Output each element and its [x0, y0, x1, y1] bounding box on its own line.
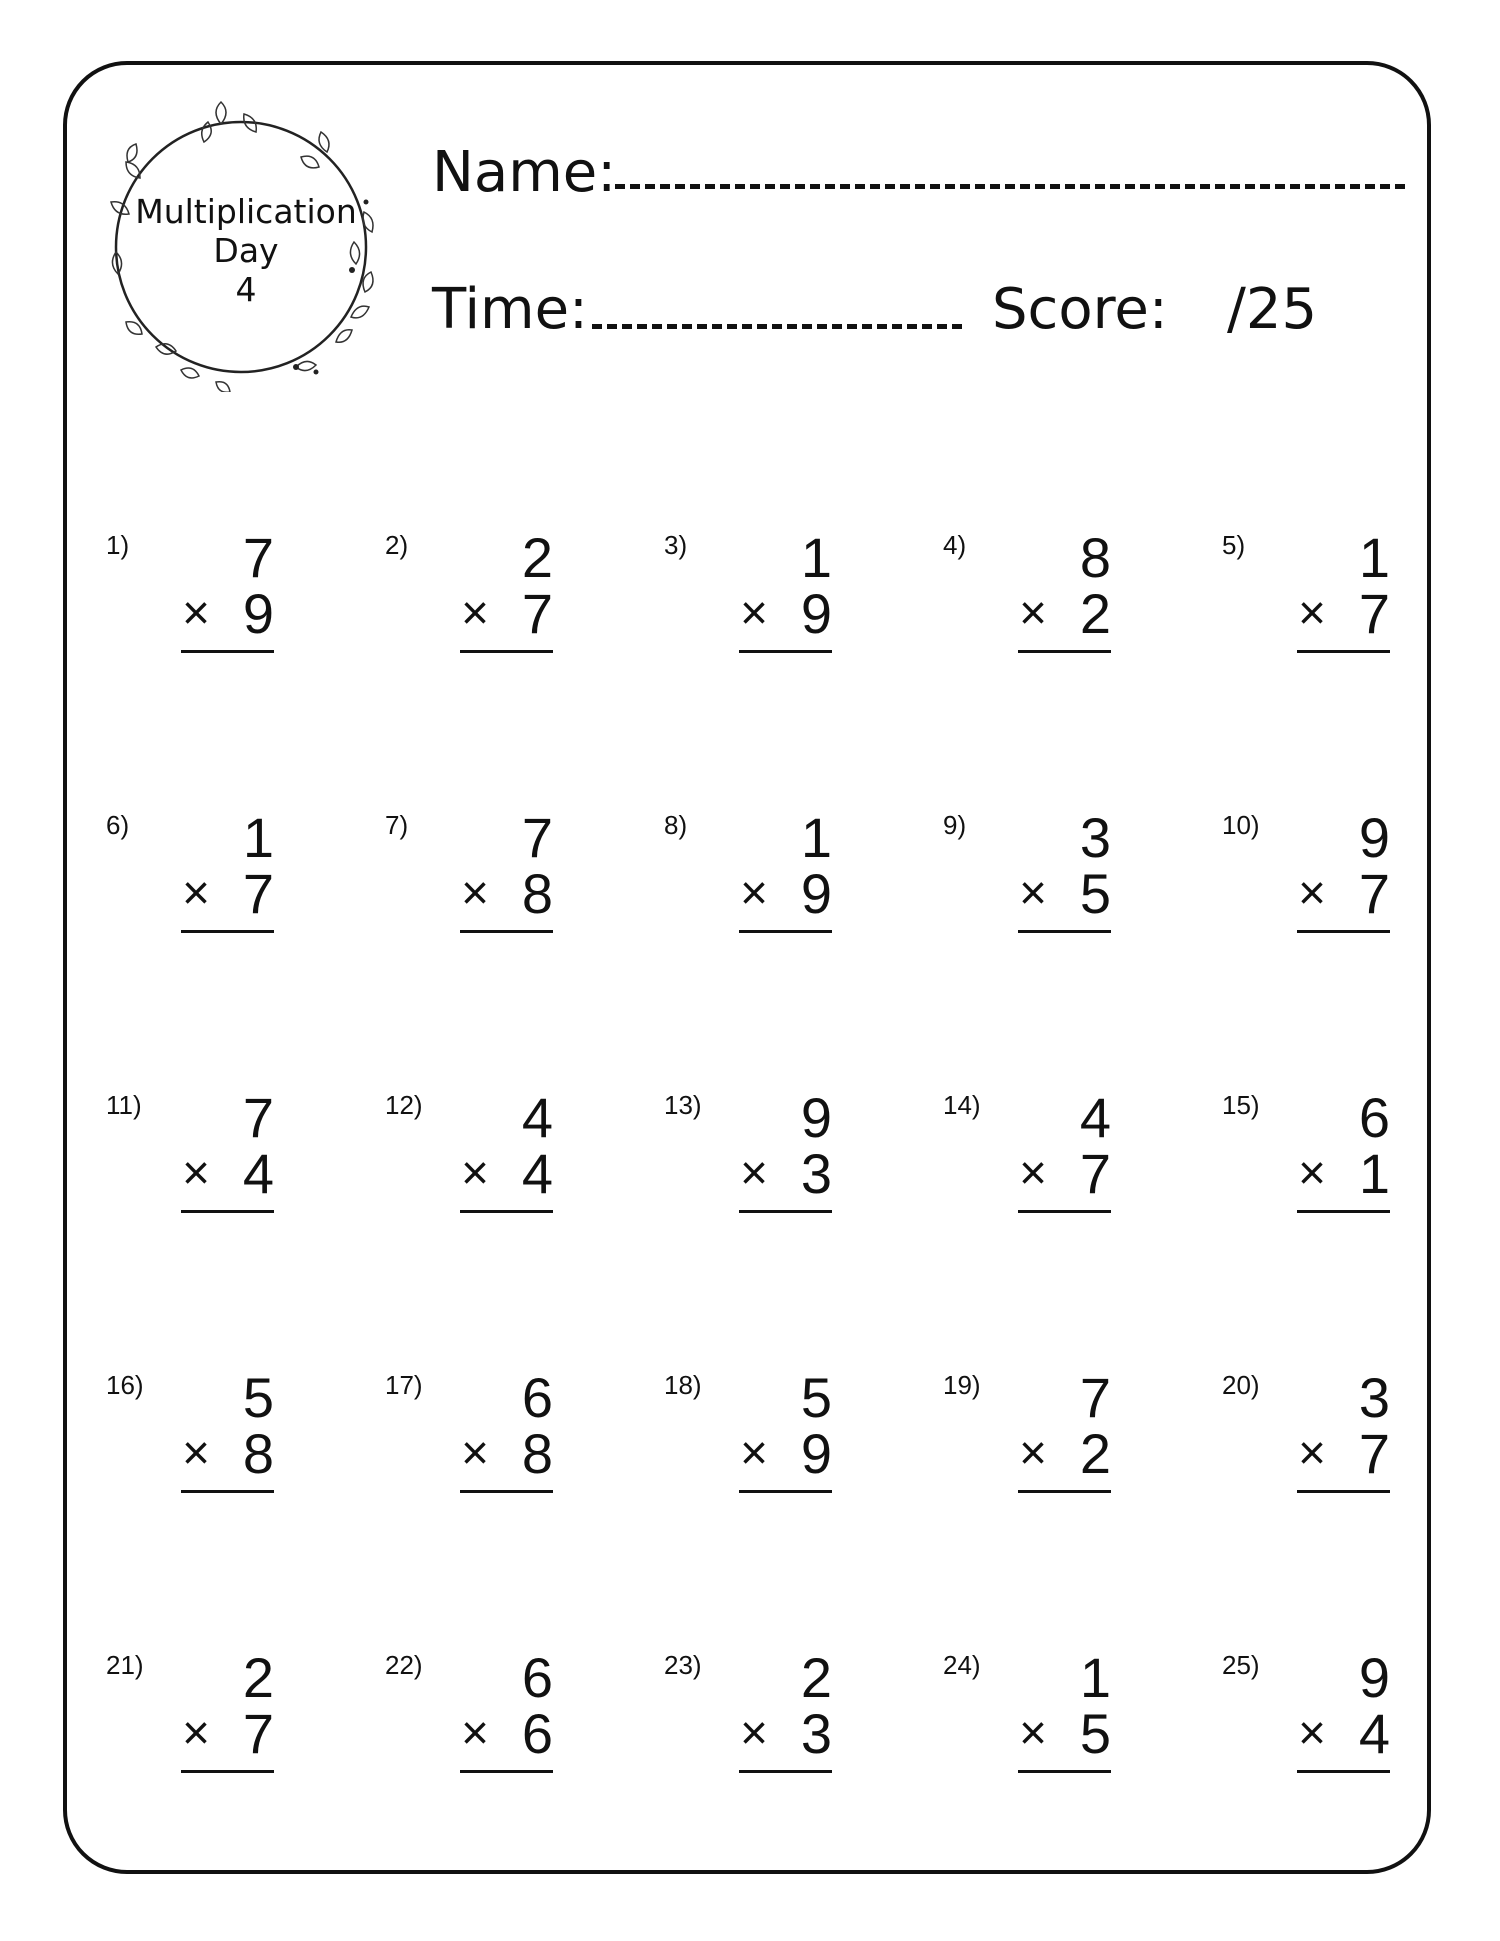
- problem-number: 25): [1222, 1650, 1260, 1680]
- problem-item: [1222, 1086, 1392, 1220]
- problem-item: [664, 1646, 834, 1780]
- answer-line[interactable]: [1297, 1210, 1390, 1213]
- answer-line[interactable]: [460, 1770, 553, 1773]
- answer-line[interactable]: [739, 650, 832, 653]
- multiplier: 9: [800, 862, 832, 925]
- multiplicand: 1: [1079, 1646, 1111, 1709]
- problem-number: 12): [385, 1090, 423, 1120]
- multiplicand: 7: [1079, 1366, 1111, 1429]
- multiplier: 2: [1079, 1422, 1111, 1485]
- multiply-sign: ×: [1019, 587, 1048, 640]
- multiplier: 8: [242, 1422, 274, 1485]
- answer-line[interactable]: [739, 1210, 832, 1213]
- multiplicand: 6: [521, 1646, 553, 1709]
- multiply-sign: ×: [1298, 1427, 1327, 1480]
- problem-number: 19): [943, 1370, 981, 1400]
- answer-line[interactable]: [1018, 1490, 1111, 1493]
- score-label: Score:: [992, 277, 1168, 342]
- answer-line[interactable]: [460, 1210, 553, 1213]
- multiplier: 2: [1079, 582, 1111, 645]
- problem-number: 11): [106, 1090, 142, 1120]
- badge-line-2: Day: [213, 231, 279, 270]
- answer-line[interactable]: [1018, 1210, 1111, 1213]
- multiplicand: 7: [242, 526, 274, 589]
- multiplier: 9: [800, 582, 832, 645]
- multiply-sign: ×: [1019, 1427, 1048, 1480]
- multiplicand: 9: [1358, 1646, 1390, 1709]
- problem-number: 21): [106, 1650, 144, 1680]
- multiply-sign: ×: [461, 587, 490, 640]
- problem-item: [943, 1646, 1113, 1780]
- multiplier: 7: [1358, 862, 1390, 925]
- multiplier: 7: [242, 1702, 274, 1765]
- multiplicand: 7: [521, 806, 553, 869]
- problem-number: 6): [106, 810, 130, 840]
- multiply-sign: ×: [461, 867, 490, 920]
- problem-number: 8): [664, 810, 688, 840]
- multiplier: 7: [1079, 1142, 1111, 1205]
- problem-item: [106, 1646, 276, 1780]
- problem-number: 10): [1222, 810, 1260, 840]
- time-label: Time:: [432, 277, 588, 342]
- multiply-sign: ×: [182, 867, 211, 920]
- problem-item: [385, 526, 555, 660]
- problem-number: 9): [943, 810, 967, 840]
- multiply-sign: ×: [1019, 1707, 1048, 1760]
- multiply-sign: ×: [182, 1707, 211, 1760]
- answer-line[interactable]: [1018, 650, 1111, 653]
- problem-item: [664, 1086, 834, 1220]
- multiplier: 6: [521, 1702, 553, 1765]
- multiply-sign: ×: [1298, 587, 1327, 640]
- answer-line[interactable]: [739, 930, 832, 933]
- problem-item: [1222, 1366, 1392, 1500]
- multiplicand: 3: [1358, 1366, 1390, 1429]
- problem-number: 16): [106, 1370, 144, 1400]
- answer-line[interactable]: [181, 1490, 274, 1493]
- multiplicand: 1: [800, 526, 832, 589]
- problem-number: 2): [385, 530, 409, 560]
- problem-number: 23): [664, 1650, 702, 1680]
- multiplicand: 5: [800, 1366, 832, 1429]
- multiplicand: 9: [800, 1086, 832, 1149]
- multiplicand: 2: [242, 1646, 274, 1709]
- problem-item: [106, 526, 276, 660]
- problem-number: 7): [385, 810, 409, 840]
- multiply-sign: ×: [1298, 867, 1327, 920]
- problem-item: [385, 1646, 555, 1780]
- problem-number: 18): [664, 1370, 702, 1400]
- problem-item: [943, 526, 1113, 660]
- problem-item: [664, 806, 834, 940]
- answer-line[interactable]: [1297, 930, 1390, 933]
- problem-number: 15): [1222, 1090, 1260, 1120]
- multiplier: 5: [1079, 862, 1111, 925]
- answer-line[interactable]: [181, 1210, 274, 1213]
- multiplier: 7: [521, 582, 553, 645]
- multiply-sign: ×: [1298, 1707, 1327, 1760]
- score-total: /25: [1227, 277, 1318, 342]
- answer-line[interactable]: [181, 930, 274, 933]
- answer-line[interactable]: [181, 1770, 274, 1773]
- problem-number: 3): [664, 530, 688, 560]
- problem-number: 17): [385, 1370, 423, 1400]
- multiply-sign: ×: [182, 587, 211, 640]
- multiplier: 3: [800, 1142, 832, 1205]
- problem-item: [385, 1086, 555, 1220]
- multiply-sign: ×: [182, 1147, 211, 1200]
- multiply-sign: ×: [461, 1707, 490, 1760]
- multiplicand: 1: [242, 806, 274, 869]
- multiplier: 8: [521, 1422, 553, 1485]
- multiplicand: 3: [1079, 806, 1111, 869]
- multiplier: 8: [521, 862, 553, 925]
- badge-line-3: 4: [235, 270, 257, 309]
- answer-line[interactable]: [460, 930, 553, 933]
- problem-number: 1): [106, 530, 130, 560]
- multiplicand: 4: [1079, 1086, 1111, 1149]
- multiplier: 4: [1358, 1702, 1390, 1765]
- answer-line[interactable]: [1018, 930, 1111, 933]
- multiplicand: 6: [1358, 1086, 1390, 1149]
- problem-item: [1222, 526, 1392, 660]
- problem-number: 4): [943, 530, 967, 560]
- problem-number: 13): [664, 1090, 702, 1120]
- multiply-sign: ×: [1298, 1147, 1327, 1200]
- multiplicand: 1: [1358, 526, 1390, 589]
- problem-number: 24): [943, 1650, 981, 1680]
- problem-item: [943, 1366, 1113, 1500]
- multiplicand: 2: [800, 1646, 832, 1709]
- answer-line[interactable]: [1297, 1770, 1390, 1773]
- multiply-sign: ×: [740, 1707, 769, 1760]
- multiplicand: 6: [521, 1366, 553, 1429]
- multiplicand: 4: [521, 1086, 553, 1149]
- multiply-sign: ×: [740, 1427, 769, 1480]
- answer-line[interactable]: [460, 1490, 553, 1493]
- multiplier: 9: [800, 1422, 832, 1485]
- multiplicand: 1: [800, 806, 832, 869]
- problem-item: [1222, 1646, 1392, 1780]
- problem-item: [106, 1086, 276, 1220]
- problem-number: 20): [1222, 1370, 1260, 1400]
- multiply-sign: ×: [740, 1147, 769, 1200]
- multiplier: 7: [1358, 582, 1390, 645]
- answer-line[interactable]: [460, 650, 553, 653]
- answer-line[interactable]: [1297, 1490, 1390, 1493]
- multiply-sign: ×: [461, 1427, 490, 1480]
- problem-item: [385, 1366, 555, 1500]
- multiply-sign: ×: [740, 587, 769, 640]
- problem-item: [106, 806, 276, 940]
- answer-line[interactable]: [739, 1490, 832, 1493]
- answer-line[interactable]: [739, 1770, 832, 1773]
- problem-item: [943, 806, 1113, 940]
- multiplicand: 9: [1358, 806, 1390, 869]
- problem-item: [1222, 806, 1392, 940]
- name-label: Name:: [432, 140, 617, 205]
- problem-number: 14): [943, 1090, 981, 1120]
- problem-item: [106, 1366, 276, 1500]
- multiplier: 9: [242, 582, 274, 645]
- problem-number: 22): [385, 1650, 423, 1680]
- problem-number: 5): [1222, 530, 1246, 560]
- badge-line-1: Multiplication: [135, 192, 357, 231]
- multiplier: 4: [521, 1142, 553, 1205]
- multiply-sign: ×: [740, 867, 769, 920]
- problem-item: [943, 1086, 1113, 1220]
- multiply-sign: ×: [1019, 867, 1048, 920]
- problem-item: [664, 1366, 834, 1500]
- multiplicand: 2: [521, 526, 553, 589]
- multiplicand: 8: [1079, 526, 1111, 589]
- multiplicand: 5: [242, 1366, 274, 1429]
- multiplier: 7: [1358, 1422, 1390, 1485]
- multiply-sign: ×: [461, 1147, 490, 1200]
- multiply-sign: ×: [182, 1427, 211, 1480]
- multiplicand: 7: [242, 1086, 274, 1149]
- multiply-sign: ×: [1019, 1147, 1048, 1200]
- problem-item: [385, 806, 555, 940]
- multiplier: 4: [242, 1142, 274, 1205]
- multiplier: 5: [1079, 1702, 1111, 1765]
- multiplier: 1: [1358, 1142, 1390, 1205]
- multiplier: 3: [800, 1702, 832, 1765]
- multiplier: 7: [242, 862, 274, 925]
- answer-line[interactable]: [181, 650, 274, 653]
- problem-item: [664, 526, 834, 660]
- answer-line[interactable]: [1297, 650, 1390, 653]
- answer-line[interactable]: [1018, 1770, 1111, 1773]
